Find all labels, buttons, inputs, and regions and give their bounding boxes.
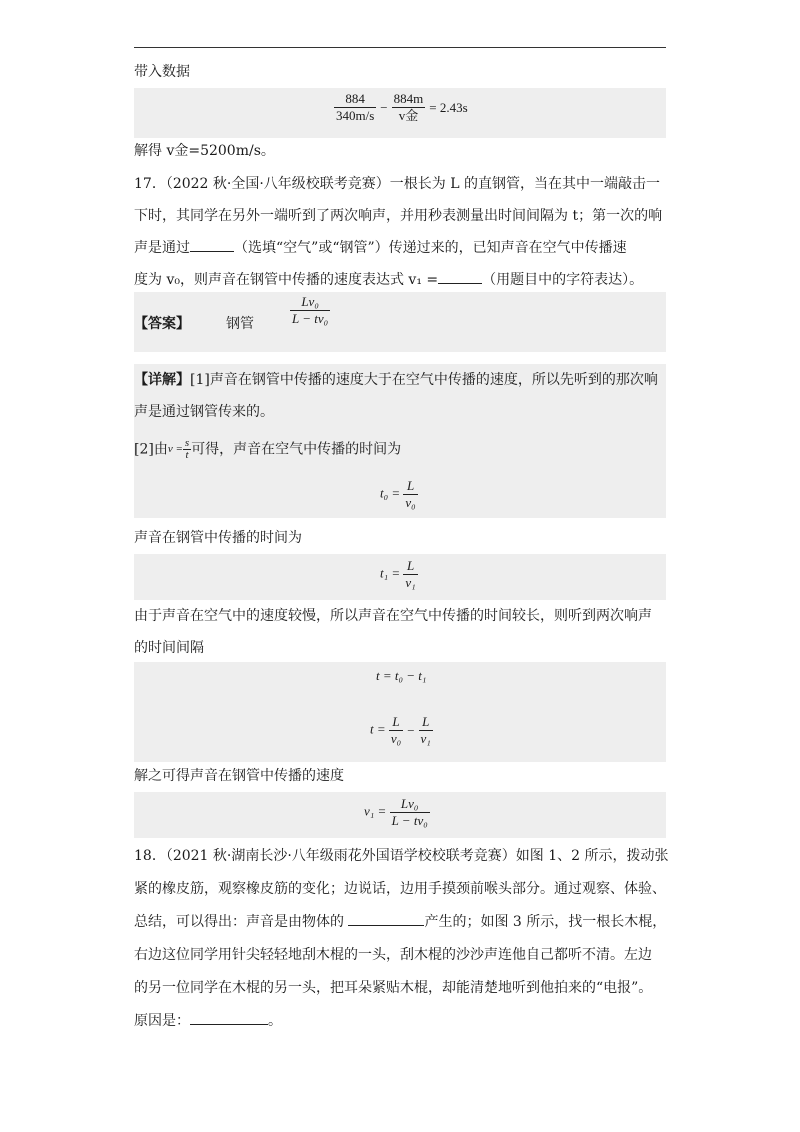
interval-block — [134, 662, 666, 762]
q18-line5: 的另一位同学在木棍的另一头，把耳朵紧贴木棍，却能清楚地听到他拍来的“电报”。 — [134, 980, 653, 996]
q17-line3: 声是通过 （选填“空气”或“钢管”）传递过来的，已知声音在空气中传播速 — [134, 240, 627, 256]
solve-v-text: 解之可得声音在钢管中传播的速度 — [134, 768, 344, 784]
detail-line2: 声是通过钢管传来的。 — [134, 404, 274, 420]
steel-time-text: 声音在钢管中传播的时间为 — [134, 530, 302, 546]
q18-blank-2 — [190, 1011, 268, 1025]
eq1-block — [134, 88, 666, 138]
t0-formula: t₀ = $\frac{L}{\text{v₀}}$ — [380, 478, 416, 510]
q18-line6: 原因是： 。 — [134, 1013, 282, 1029]
answer-value: 钢管 — [226, 316, 254, 332]
q18-blank-1 — [348, 912, 424, 926]
solved-text: 解得 v金=5200m/s。 — [134, 143, 275, 159]
t1-block — [134, 554, 666, 600]
q18-line4: 右边这位同学用针尖轻轻地刮木棍的一头，刮木棍的沙沙声连他自己都听不清。左边 — [134, 947, 652, 963]
detail-line3: [2]由v = $\frac{s}{t}$ 可得，声音在空气中传播的时间为 — [134, 437, 402, 461]
slow-line1: 由于声音在空气中的速度较慢，所以声音在空气中传播的时间较长，则听到两次响声 — [134, 608, 652, 624]
t1-formula: t₁ = $\frac{L}{\text{v₁}}$ — [380, 558, 416, 590]
q18-line1: 18．（2021 秋·湖南长沙·八年级雨花外国语学校校联考竞赛）如图 1、2 所示，拨动张 — [134, 848, 669, 864]
answer-label: 【答案】 — [134, 316, 190, 332]
v1-formula: v₁ = $\frac{\text{Lv₀}}{\text{L − tv₀}}$ — [364, 796, 428, 828]
substitute-text: 带入数据 — [134, 64, 190, 80]
eq1-formula: $\frac{884}{340m/s}$ − $\frac{884m}{\text{v金}}$ = 2.43s — [336, 91, 468, 123]
answer-formula: $\frac{\text{Lv₀}}{\text{L − tv₀}}$ — [292, 294, 329, 326]
header-rule — [134, 47, 666, 48]
q18-line2: 紧的橡皮筋，观察橡皮筋的变化；边说话，边用手摸颈前喉头部分。通过观察、体验、 — [134, 881, 666, 897]
dt-formula-2: t = $\frac{L}{\text{v₀}}$ − $\frac{L}{\text{v₁}}$ — [370, 714, 431, 746]
q17-blank-2 — [438, 270, 482, 284]
slow-line2: 的时间间隔 — [134, 640, 204, 656]
dt-formula-1: t = t₀ − t₁ — [376, 668, 427, 683]
v1-block — [134, 792, 666, 838]
v-formula: v = $\frac{s}{t}$ — [167, 437, 190, 461]
answer-block — [134, 292, 666, 352]
q17-line1: 17．（2022 秋·全国·八年级校联考竞赛）一根长为 L 的直钢管，当在其中一端敲击一 — [134, 176, 660, 192]
detail-line1: 【详解】[1]声音在钢管中传播的速度大于在空气中传播的速度，所以先听到的那次响 — [134, 372, 658, 388]
q17-line2: 下时，其同学在另外一端听到了两次响声，并用秒表测量出时间间隔为 t；第一次的响 — [134, 208, 663, 224]
q17-blank-1 — [190, 238, 234, 252]
q18-line3: 总结，可以得出：声音是由物体的 产生的；如图 3 所示，找一根长木棍， — [134, 914, 667, 930]
detail-block — [134, 364, 666, 518]
q17-line4: 度为 v₀，则声音在钢管中传播的速度表达式 v₁ = （用题目中的字符表达）。 — [134, 272, 644, 288]
